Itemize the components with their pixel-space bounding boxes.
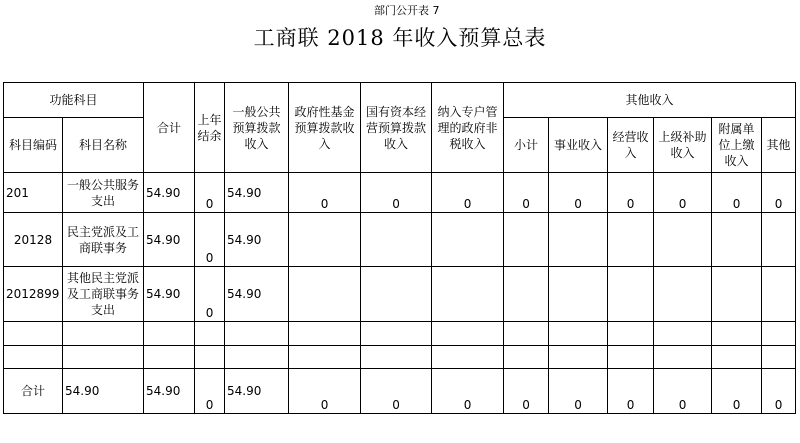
row-total: 54.90 bbox=[144, 173, 195, 213]
row-code: 2012899 bbox=[4, 267, 63, 322]
table-row bbox=[4, 213, 796, 267]
row-code: 20128 bbox=[4, 213, 63, 267]
row-service-income: 0 bbox=[549, 173, 608, 213]
total-total: 54.90 bbox=[144, 369, 195, 414]
header-affiliate-income: 附属单位上缴收入 bbox=[712, 118, 762, 173]
total-subsidy-income: 0 bbox=[654, 369, 712, 414]
table-row bbox=[4, 173, 796, 213]
header-func-subject: 功能科目 bbox=[4, 83, 144, 118]
row-general-budget: 54.90 bbox=[225, 213, 289, 267]
total-nontax: 0 bbox=[432, 369, 504, 414]
header-general-budget: 一般公共预算拨款收入 bbox=[225, 83, 289, 173]
row-subsidy-income: 0 bbox=[654, 173, 712, 213]
total-general-budget: 54.90 bbox=[225, 369, 289, 414]
header-state-capital: 国有资本经营预算拨款收入 bbox=[361, 83, 432, 173]
page-title: 工商联 2018 年收入预算总表 bbox=[253, 26, 547, 50]
row-total: 54.90 bbox=[144, 213, 195, 267]
header-service-income: 事业收入 bbox=[549, 118, 608, 173]
header-subsidy-income: 上级补助收入 bbox=[654, 118, 712, 173]
total-service-income: 0 bbox=[549, 369, 608, 414]
income-budget-table bbox=[3, 82, 796, 414]
header-subject-code: 科目编码 bbox=[4, 118, 63, 173]
header-subtotal: 小计 bbox=[504, 118, 549, 173]
header-gov-fund: 政府性基金预算拨款收入 bbox=[289, 83, 361, 173]
total-operating-income: 0 bbox=[608, 369, 654, 414]
header-subject-name: 科目名称 bbox=[63, 118, 144, 173]
empty-row bbox=[4, 322, 796, 346]
row-name: 其他民主党派及工商联事务支出 bbox=[63, 267, 144, 322]
table-number-caption: 部门公开表 7 bbox=[374, 4, 440, 17]
row-misc: 0 bbox=[762, 173, 796, 213]
header-nontax: 纳入专户管理的政府非税收入 bbox=[432, 83, 504, 173]
table-row bbox=[4, 267, 796, 322]
row-carryover: 0 bbox=[195, 213, 225, 267]
row-nontax: 0 bbox=[432, 173, 504, 213]
total-row bbox=[4, 369, 796, 414]
row-state-capital: 0 bbox=[361, 173, 432, 213]
header-operating-income: 经营收入 bbox=[608, 118, 654, 173]
total-name-value: 54.90 bbox=[63, 369, 144, 414]
total-state-capital: 0 bbox=[361, 369, 432, 414]
row-general-budget: 54.90 bbox=[225, 267, 289, 322]
row-carryover: 0 bbox=[195, 267, 225, 322]
row-affiliate-income: 0 bbox=[712, 173, 762, 213]
empty-row bbox=[4, 346, 796, 369]
row-general-budget: 54.90 bbox=[225, 173, 289, 213]
row-name: 一般公共服务支出 bbox=[63, 173, 144, 213]
total-carryover: 0 bbox=[195, 369, 225, 414]
header-total: 合计 bbox=[144, 83, 195, 173]
row-gov-fund: 0 bbox=[289, 173, 361, 213]
total-misc: 0 bbox=[762, 369, 796, 414]
total-label: 合计 bbox=[4, 369, 63, 414]
header-misc: 其他 bbox=[762, 118, 796, 173]
total-affiliate-income: 0 bbox=[712, 369, 762, 414]
header-row-1 bbox=[4, 83, 796, 118]
row-code: 201 bbox=[4, 173, 63, 213]
row-carryover: 0 bbox=[195, 173, 225, 213]
total-subtotal: 0 bbox=[504, 369, 549, 414]
row-total: 54.90 bbox=[144, 267, 195, 322]
row-operating-income: 0 bbox=[608, 173, 654, 213]
header-carryover: 上年结余 bbox=[195, 83, 225, 173]
header-other-income: 其他收入 bbox=[504, 83, 796, 118]
row-name: 民主党派及工商联事务 bbox=[63, 213, 144, 267]
row-subtotal: 0 bbox=[504, 173, 549, 213]
total-gov-fund: 0 bbox=[289, 369, 361, 414]
